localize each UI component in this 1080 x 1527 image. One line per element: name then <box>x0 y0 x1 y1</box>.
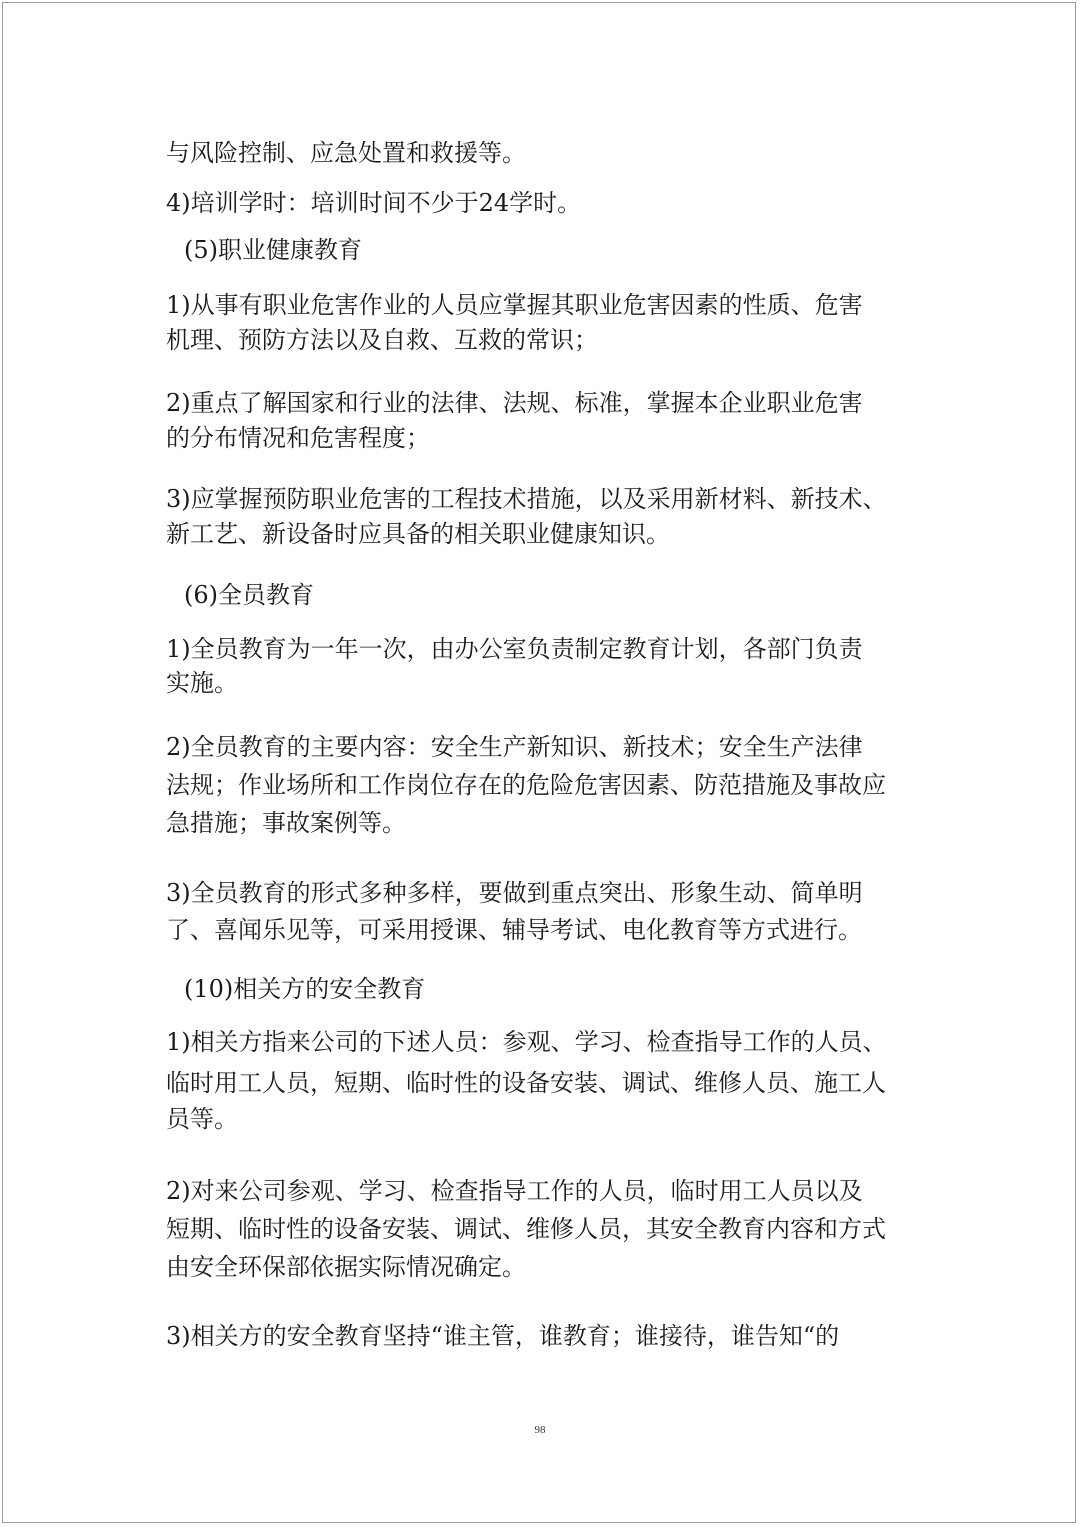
text-line: 2)重点了解国家和行业的法律、法规、标准，掌握本企业职业危害 <box>166 389 863 417</box>
text-line: 法规；作业场所和工作岗位存在的危险危害因素、防范措施及事故应 <box>166 771 886 799</box>
document-page <box>2 2 1076 1523</box>
text-line: 与风险控制、应急处置和救援等。 <box>166 139 526 167</box>
text-line: 临时用工人员，短期、临时性的设备安装、调试、维修人员、施工人 <box>166 1069 886 1097</box>
text-line: 了、喜闻乐见等，可采用授课、辅导考试、电化教育等方式进行。 <box>166 916 862 944</box>
text-line: 2)对来公司参观、学习、检查指导工作的人员，临时用工人员以及 <box>166 1177 863 1205</box>
text-line: 员等。 <box>166 1105 238 1133</box>
text-line: 3)全员教育的形式多种多样，要做到重点突出、形象生动、简单明 <box>166 879 863 907</box>
text-line: 新工艺、新设备时应具备的相关职业健康知识。 <box>166 520 670 548</box>
section-heading: (5)职业健康教育 <box>184 236 362 264</box>
text-line: 2)全员教育的主要内容：安全生产新知识、新技术；安全生产法律 <box>166 733 863 761</box>
text-line: 3)应掌握预防职业危害的工程技术措施，以及采用新材料、新技术、 <box>166 485 887 513</box>
text-line: 3)相关方的安全教育坚持“谁主管，谁教育；谁接待，谁告知“的 <box>166 1322 840 1350</box>
text-line: 4)培训学时：培训时间不少于24学时。 <box>166 189 582 217</box>
text-line: 由安全环保部依据实际情况确定。 <box>166 1253 526 1281</box>
text-line: 短期、临时性的设备安装、调试、维修人员，其安全教育内容和方式 <box>166 1215 886 1243</box>
text-line: 1)从事有职业危害作业的人员应掌握其职业危害因素的性质、危害 <box>166 291 863 319</box>
text-line: 的分布情况和危害程度； <box>166 424 430 452</box>
text-line: 急措施；事故案例等。 <box>166 809 406 837</box>
text-line: 1)相关方指来公司的下述人员：参观、学习、检查指导工作的人员、 <box>166 1028 887 1056</box>
page-number: 98 <box>534 1424 546 1436</box>
text-line: 机理、预防方法以及自救、互救的常识； <box>166 326 598 354</box>
text-line: 1)全员教育为一年一次，由办公室负责制定教育计划，各部门负责 <box>166 635 863 663</box>
section-heading: (10)相关方的安全教育 <box>184 975 426 1003</box>
section-heading: (6)全员教育 <box>184 581 314 609</box>
text-line: 实施。 <box>166 669 238 697</box>
